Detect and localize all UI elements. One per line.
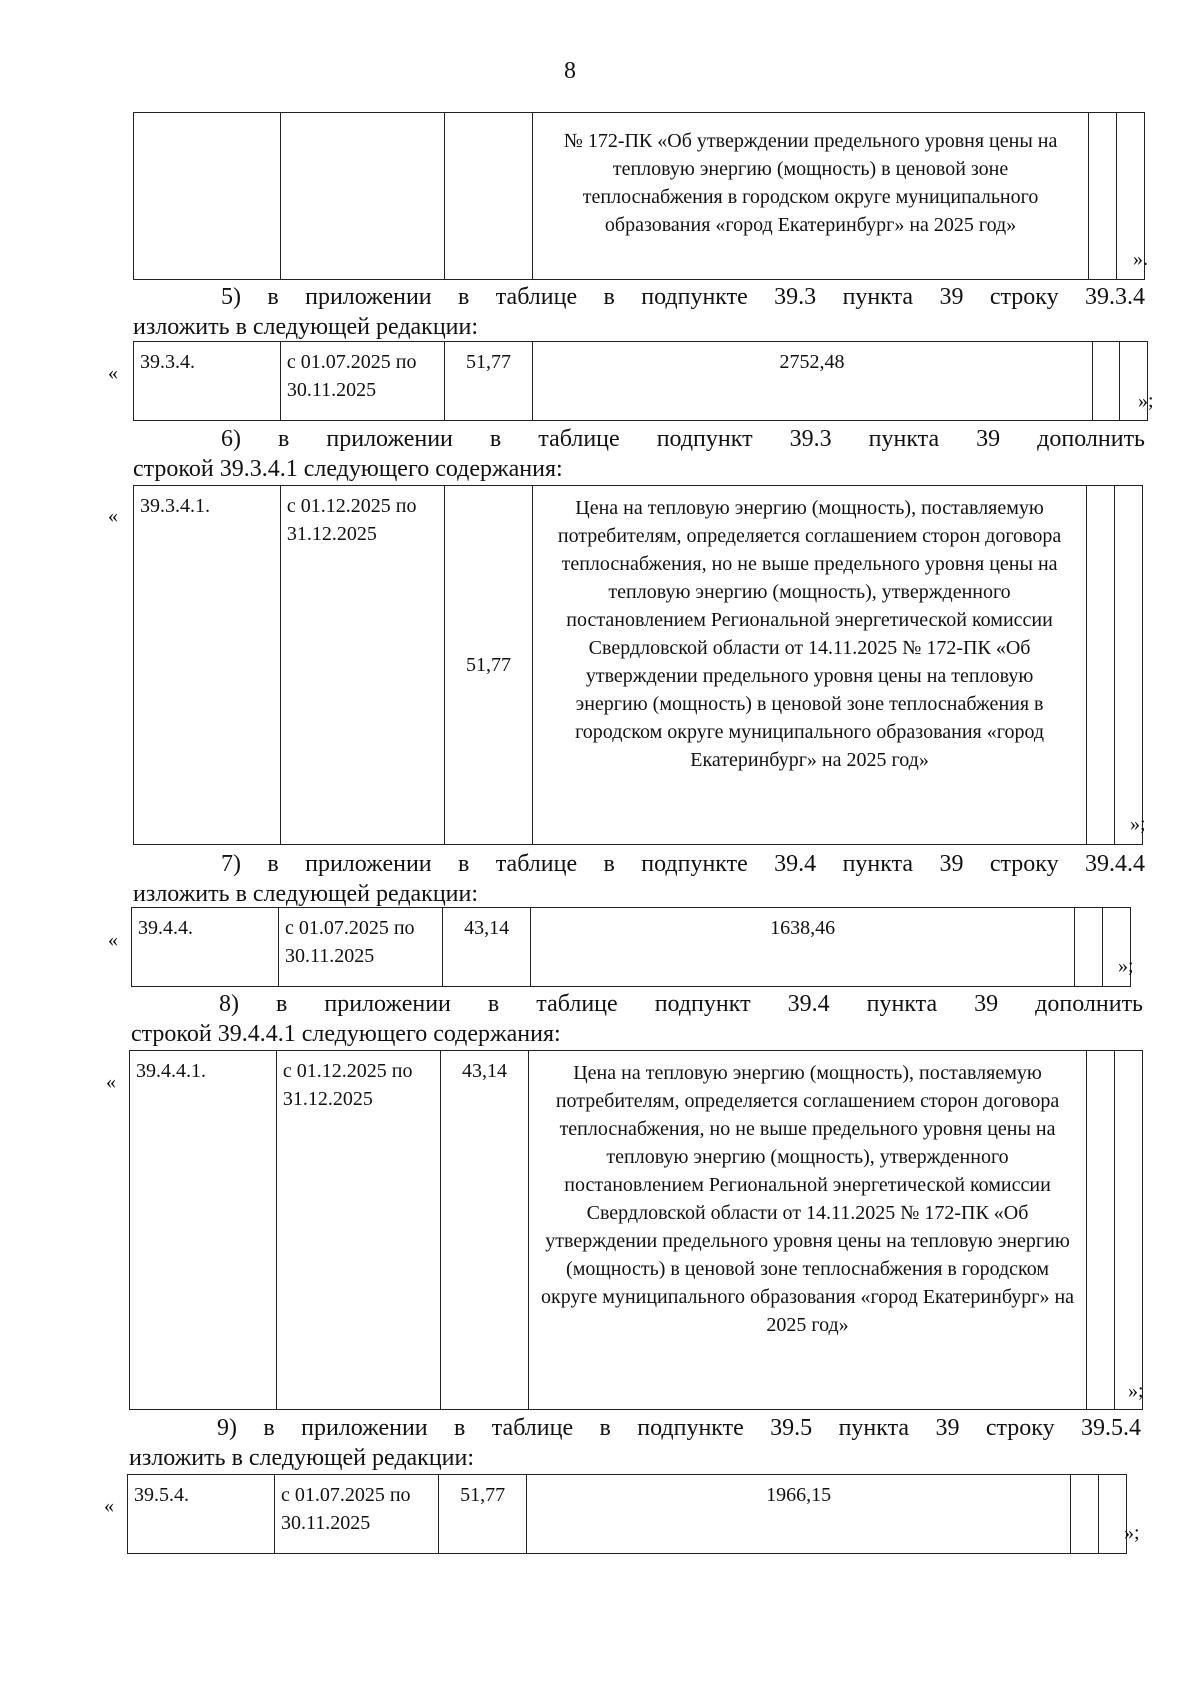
item-8-line-2: строкой 39.4.4.1 следующего содержания: <box>131 1021 561 1047</box>
row-period: с 01.07.2025 по 30.11.2025 <box>278 908 442 987</box>
closing-quote: »; <box>1130 813 1146 835</box>
cell-empty <box>1087 1051 1115 1410</box>
row-period: с 01.07.2025 по 30.11.2025 <box>274 1475 438 1554</box>
cell-empty <box>1115 1051 1143 1410</box>
item-5-line-2: изложить в следующей редакции: <box>133 314 479 340</box>
opening-quote: « <box>108 505 118 527</box>
closing-quote: »; <box>1124 1522 1140 1544</box>
opening-quote: « <box>108 362 118 384</box>
row-price: 2752,48 <box>532 342 1092 421</box>
row-price: 1638,46 <box>530 908 1075 987</box>
row-text: Цена на тепловую энергию (мощность), поставляемую потребителям, определяется соглашением сторон договора теплоснабжения, но не выше предельного уровня цены на тепловую энергию (мощность), утвержденного постановлением Региональной энергетической комиссии Свердловской области от 14.11.2025 № 172-ПК «Об утверждении предельного уровня цены на тепловую энергию (мощность) в ценовой зоне теплоснабжения в городском округе муниципального образования «город Екатеринбург» на 2025 год» <box>532 486 1087 845</box>
page-number: 8 <box>564 58 576 84</box>
cell-empty <box>134 113 281 280</box>
row-value: 43,14 <box>441 1051 528 1410</box>
row-code: 39.4.4. <box>132 908 279 987</box>
table-row-39-4-4 <box>131 907 1131 987</box>
cell-empty <box>1075 908 1103 987</box>
row-text: Цена на тепловую энергию (мощность), поставляемую потребителям, определяется соглашением сторон договора теплоснабжения, но не выше предельного уровня цены на тепловую энергию (мощность), утвержденного постановлением Региональной энергетической комиссии Свердловской области от 14.11.2025 № 172-ПК «Об утверждении предельного уровня цены на тепловую энергию (мощность) в ценовой зоне теплоснабжения в городском округе муниципального образования «город Екатеринбург» на 2025 год» <box>528 1051 1087 1410</box>
cell-empty <box>1099 1475 1127 1554</box>
closing-quote: »; <box>1138 390 1154 412</box>
table-row-39-3-4 <box>133 341 1148 421</box>
table-row-39-5-4 <box>127 1474 1127 1554</box>
opening-quote: « <box>106 1071 116 1093</box>
item-9-line-1: 9) в приложении в таблице в подпункте 39.5 пункта 39 строку 39.5.4 <box>217 1415 1141 1441</box>
opening-quote: « <box>104 1495 114 1517</box>
row-period: с 01.12.2025 по 31.12.2025 <box>280 486 444 845</box>
cell-empty <box>280 113 444 280</box>
cell-empty <box>1087 486 1115 845</box>
row-code: 39.4.4.1. <box>130 1051 277 1410</box>
table-row-39-4-4-1 <box>129 1050 1143 1410</box>
row-code: 39.3.4. <box>134 342 281 421</box>
row-period: с 01.07.2025 по 30.11.2025 <box>280 342 444 421</box>
item-7-line-1: 7) в приложении в таблице в подпункте 39.4 пункта 39 строку 39.4.4 <box>221 851 1145 877</box>
row-value: 51,77 <box>445 342 532 421</box>
item-8-line-1: 8) в приложении в таблице подпункт 39.4 пункта 39 дополнить <box>219 991 1143 1017</box>
item-6-line-2: строкой 39.3.4.1 следующего содержания: <box>133 456 563 482</box>
cell-empty <box>1071 1475 1099 1554</box>
item-5-line-1: 5) в приложении в таблице в подпункте 39.3 пункта 39 строку 39.3.4 <box>221 284 1145 310</box>
item-6-line-1: 6) в приложении в таблице подпункт 39.3 пункта 39 дополнить <box>221 426 1145 452</box>
row-price: 1966,15 <box>526 1475 1071 1554</box>
table-top-fragment <box>133 112 1145 280</box>
closing-quote: »; <box>1118 955 1134 977</box>
table-row-39-3-4-1 <box>133 485 1143 845</box>
cell-empty <box>445 113 532 280</box>
row-code: 39.3.4.1. <box>134 486 281 845</box>
row-value: 51,77 <box>439 1475 526 1554</box>
opening-quote: « <box>108 929 118 951</box>
item-9-line-2: изложить в следующей редакции: <box>129 1445 475 1471</box>
row-code: 39.5.4. <box>128 1475 275 1554</box>
cell-empty <box>1089 113 1117 280</box>
row-value: 51,77 <box>445 486 532 845</box>
row-value: 43,14 <box>443 908 530 987</box>
closing-quote: »; <box>1128 1380 1144 1402</box>
cell-empty <box>1115 486 1143 845</box>
cell-empty <box>1092 342 1120 421</box>
row-period: с 01.12.2025 по 31.12.2025 <box>276 1051 440 1410</box>
table-top-text: № 172-ПК «Об утверждении предельного уровня цены на тепловую энергию (мощность) в ценовой зоне теплоснабжения в городском округе муниципального образования «город Екатеринбург» на 2025 год» <box>532 113 1089 280</box>
item-7-line-2: изложить в следующей редакции: <box>133 881 479 907</box>
closing-quote: ». <box>1133 248 1148 270</box>
